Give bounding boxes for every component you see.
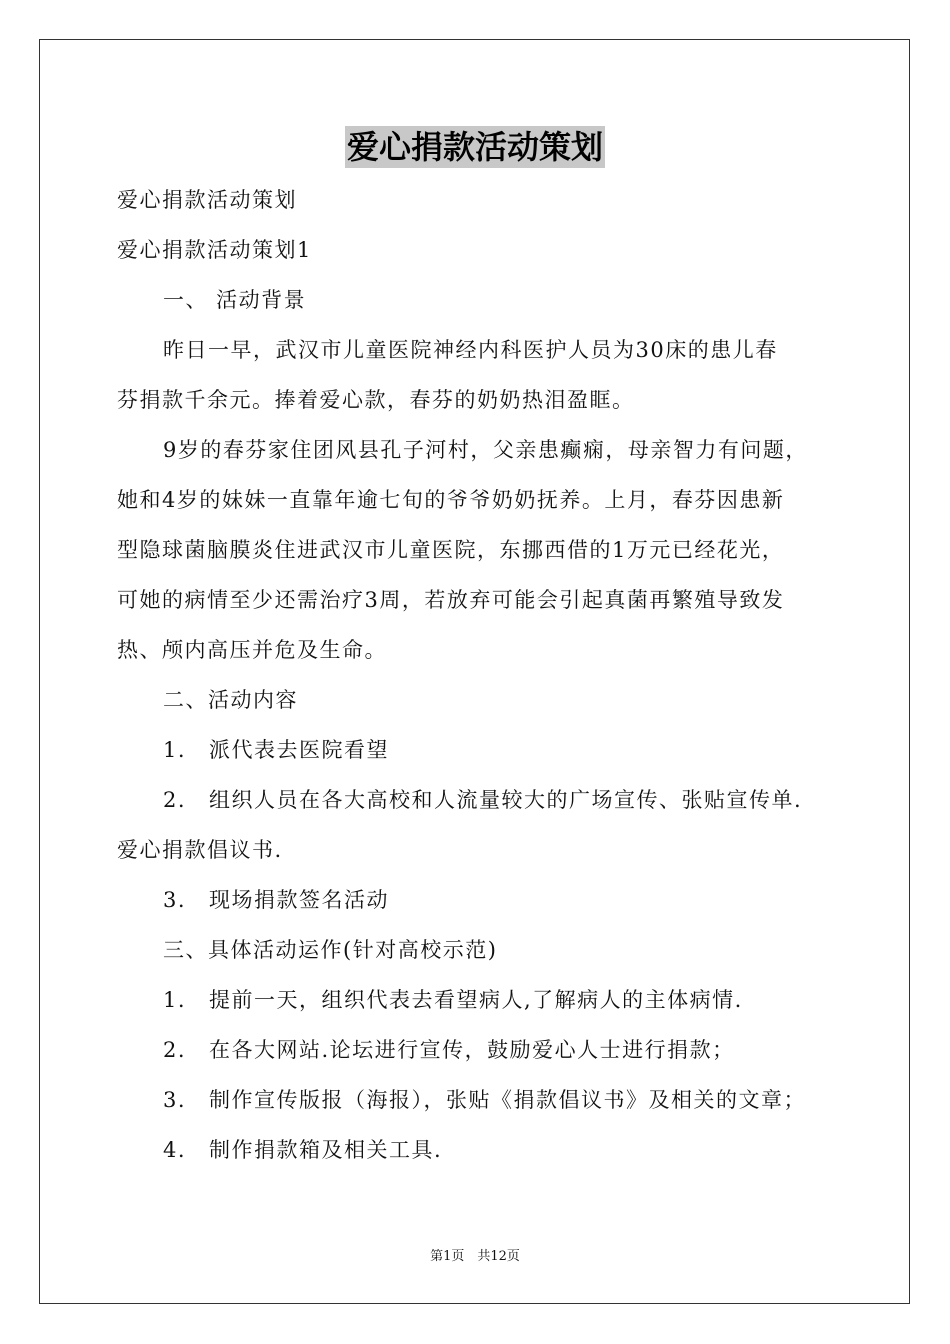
- background-paragraph-1-line-2: 芬捐款千余元。捧着爱心款，春芬的奶奶热泪盈眶。: [117, 388, 635, 412]
- list-number: 1.: [163, 738, 187, 762]
- page-footer: 第1页 共12页: [430, 1249, 520, 1264]
- list-text: 派代表去医院看望: [209, 738, 389, 762]
- list-text: 组织人员在各大高校和人流量较大的广场宣传、张贴宣传单.: [209, 788, 803, 812]
- list-text: 制作捐款箱及相关工具.: [209, 1138, 443, 1162]
- operation-heading: 三、具体活动运作(针对高校示范): [163, 938, 498, 962]
- background-paragraph-2-line-5: 热、颅内高压并危及生命。: [117, 638, 387, 662]
- section-heading: 爱心捐款活动策划1: [117, 238, 312, 262]
- title-container: [0, 126, 950, 168]
- list-number: 1.: [163, 988, 187, 1012]
- list-number: 2.: [163, 1038, 187, 1062]
- content-item-1: [163, 736, 389, 764]
- operation-item-4: [163, 1136, 442, 1164]
- content-item-2: [163, 786, 802, 814]
- page-border: [39, 39, 910, 1304]
- background-paragraph-1-line-1: 昨日一早，武汉市儿童医院神经内科医护人员为30床的患儿春: [163, 338, 778, 362]
- list-number: 3.: [163, 1088, 187, 1112]
- content-item-3: [163, 886, 389, 914]
- list-number: 2.: [163, 788, 187, 812]
- operation-item-3: [163, 1086, 806, 1114]
- content-heading: 二、活动内容: [163, 688, 298, 712]
- list-text: 现场捐款签名活动: [209, 888, 389, 912]
- document-subtitle: 爱心捐款活动策划: [117, 188, 297, 212]
- list-text: 提前一天，组织代表去看望病人,了解病人的主体病情.: [209, 988, 743, 1012]
- content-item-2-continuation: 爱心捐款倡议书.: [117, 838, 283, 862]
- list-number: 3.: [163, 888, 187, 912]
- background-paragraph-2-line-4: 可她的病情至少还需治疗3周，若放弃可能会引起真菌再繁殖导致发: [117, 588, 785, 612]
- background-paragraph-2-line-1: 9岁的春芬家住团风县孔子河村，父亲患癫痫，母亲智力有问题，: [163, 438, 808, 462]
- list-number: 4.: [163, 1138, 187, 1162]
- list-text: 在各大网站.论坛进行宣传，鼓励爱心人士进行捐款；: [209, 1038, 735, 1062]
- operation-item-1: [163, 986, 743, 1014]
- background-paragraph-2-line-3: 型隐球菌脑膜炎住进武汉市儿童医院，东挪西借的1万元已经花光，: [117, 538, 785, 562]
- background-heading: 一、 活动背景: [163, 288, 307, 312]
- list-text: 制作宣传版报（海报），张贴《捐款倡议书》及相关的文章；: [209, 1088, 806, 1112]
- background-paragraph-2-line-2: 她和4岁的妹妹一直靠年逾七旬的爷爷奶奶抚养。上月，春芬因患新: [117, 488, 785, 512]
- operation-item-2: [163, 1036, 735, 1064]
- document-title: 爱心捐款活动策划: [346, 128, 603, 166]
